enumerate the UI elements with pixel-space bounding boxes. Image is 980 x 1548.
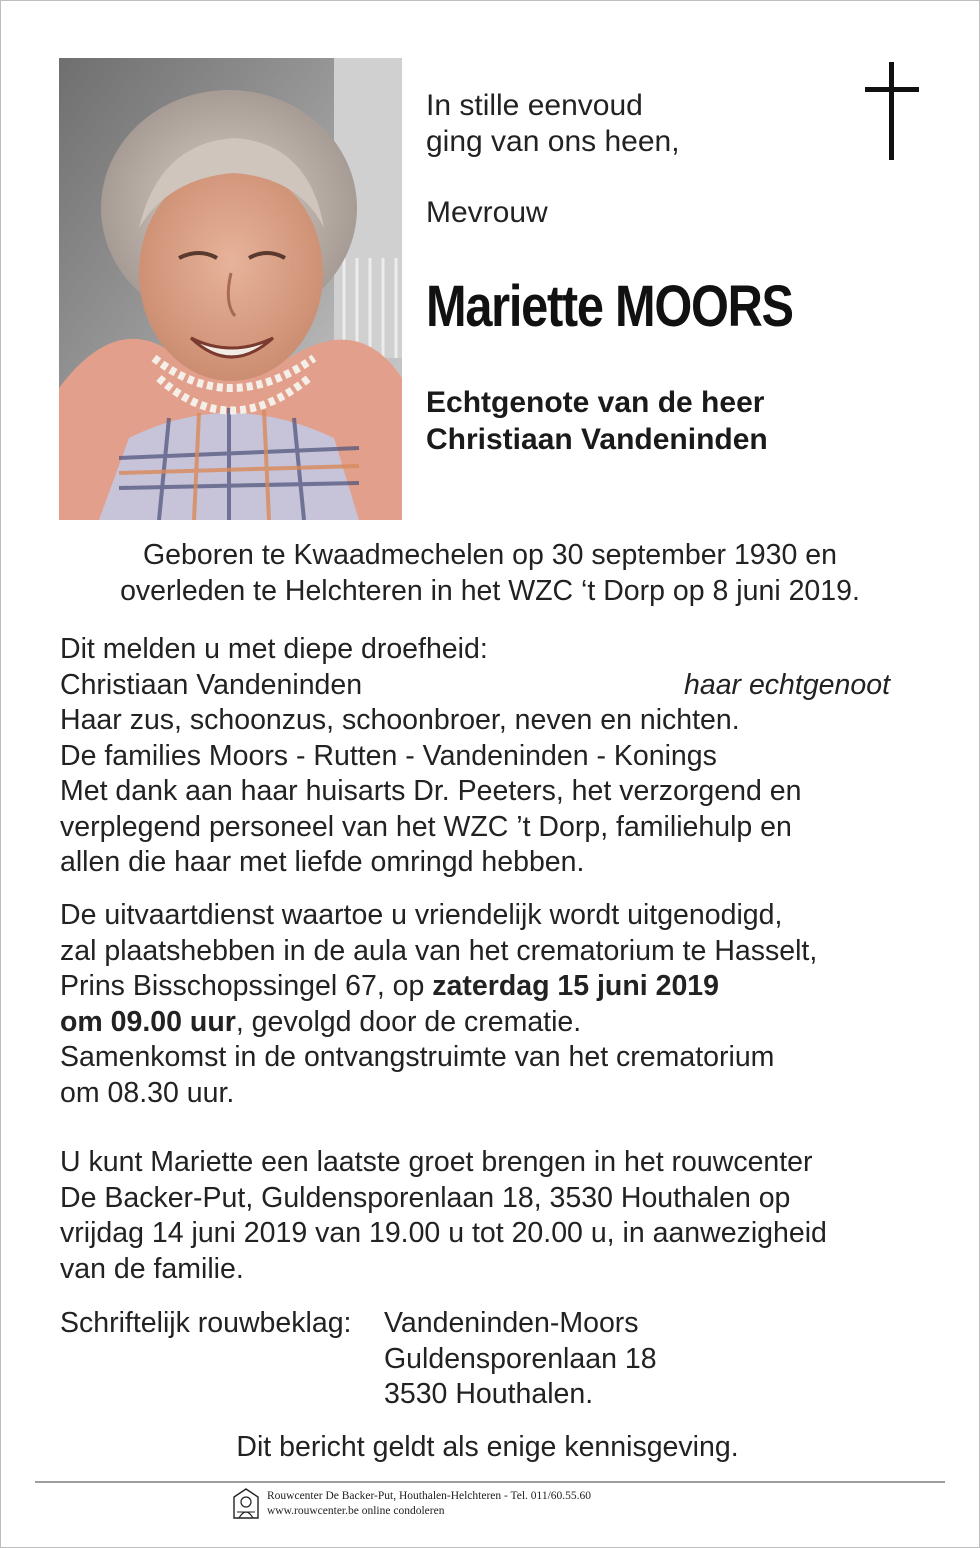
service-cremation: , gevolgd door de crematie. [235,1005,582,1038]
intro-line-2: ging van ons heen, [426,125,680,158]
thanks-line-2: verplegend personeel van het WZC ’t Dorp, familiehulp en [60,810,792,843]
visitation-line-2: De Backer-Put, Guldensporenlaan 18, 3530 Houthalen op [60,1181,791,1214]
latin-cross-icon [862,62,922,160]
condolences-row [60,1306,657,1342]
service-line-6: om 08.30 uur. [60,1076,235,1109]
birth-death-info [0,538,980,609]
service-line-2: zal plaatshebben in de aula van het crematorium te Hasselt, [60,934,818,967]
service-date: zaterdag 15 juni 2019 [432,970,719,1002]
footer-line-1: Rouwcenter De Backer-Put, Houthalen-Helchteren - Tel. 011/60.55.60 [267,1490,592,1502]
footer-divider [35,1481,945,1483]
condolences-address-3: 3530 Houthalen. [384,1378,594,1410]
born-line-2: overleden te Helchteren in het WZC ‘t Dorp op 8 juni 2019. [120,574,860,607]
condolences-row-3 [60,1377,657,1413]
service-time: om 09.00 uur [60,1005,236,1038]
portrait-photo [59,58,402,520]
service-line-5: Samenkomst in de ontvangstruimte van het crematorium [60,1041,775,1073]
spouse-line-2: Christiaan Vandeninden [426,423,768,456]
condolences-address-2: Guldensporenlaan 18 [384,1342,657,1375]
condolences-section [60,1306,657,1413]
condolences-address-1: Vandeninden-Moors [384,1307,639,1339]
mourners-section [60,632,890,881]
visitation-line-3: vrijdag 14 juni 2019 van 19.00 u tot 20.00 u, in aanwezigheid [60,1217,827,1249]
footer-line-2: www.rouwcenter.be online condoleren [267,1505,445,1517]
spouse-line-1: Echtgenote van de heer [426,386,765,419]
intro-line-1: In stille eenvoud [426,89,643,122]
funeral-home-logo-icon [231,1488,261,1520]
visitation-line-4: van de familie. [60,1252,244,1285]
visitation-section [60,1145,827,1287]
mourners-heading: Dit melden u met diepe droefheid: [60,633,488,665]
service-address: Prins Bisschopssingel 67, op [60,970,433,1002]
service-line-4 [60,1005,817,1041]
service-line-3 [60,969,817,1005]
mourner-line-families: De families Moors - Rutten - Vandeninden - Konings [60,739,717,772]
footer-text [267,1489,591,1519]
thanks-line-1: Met dank aan haar huisarts Dr. Peeters, het verzorgend en [60,775,802,807]
salutation: Mevrouw [426,196,548,229]
mourner-name: Christiaan Vandeninden [60,668,363,701]
condolences-row-2 [60,1342,657,1378]
service-section [60,898,817,1111]
visitation-line-1: U kunt Mariette een laatste groet brengen in het rouwcenter [60,1146,813,1178]
born-line-1: Geboren te Kwaadmechelen op 30 september 1930 en [143,539,837,571]
closing-note: Dit bericht geldt als enige kennisgeving. [236,1431,739,1463]
condolences-label: Schriftelijk rouwbeklag: [60,1307,352,1339]
spouse-heading [426,384,768,458]
deceased-name: Mariette MOORS [426,274,793,339]
mourner-row [60,668,890,704]
intro-text [426,88,680,160]
mourner-line-family: Haar zus, schoonzus, schoonbroer, neven en nichten. [60,704,740,736]
thanks-line-3: allen die haar met liefde omringd hebben. [60,846,585,878]
service-line-1: De uitvaartdienst waartoe u vriendelijk wordt uitgenodigd, [60,899,783,931]
mourner-relation: haar echtgenoot [684,668,890,701]
